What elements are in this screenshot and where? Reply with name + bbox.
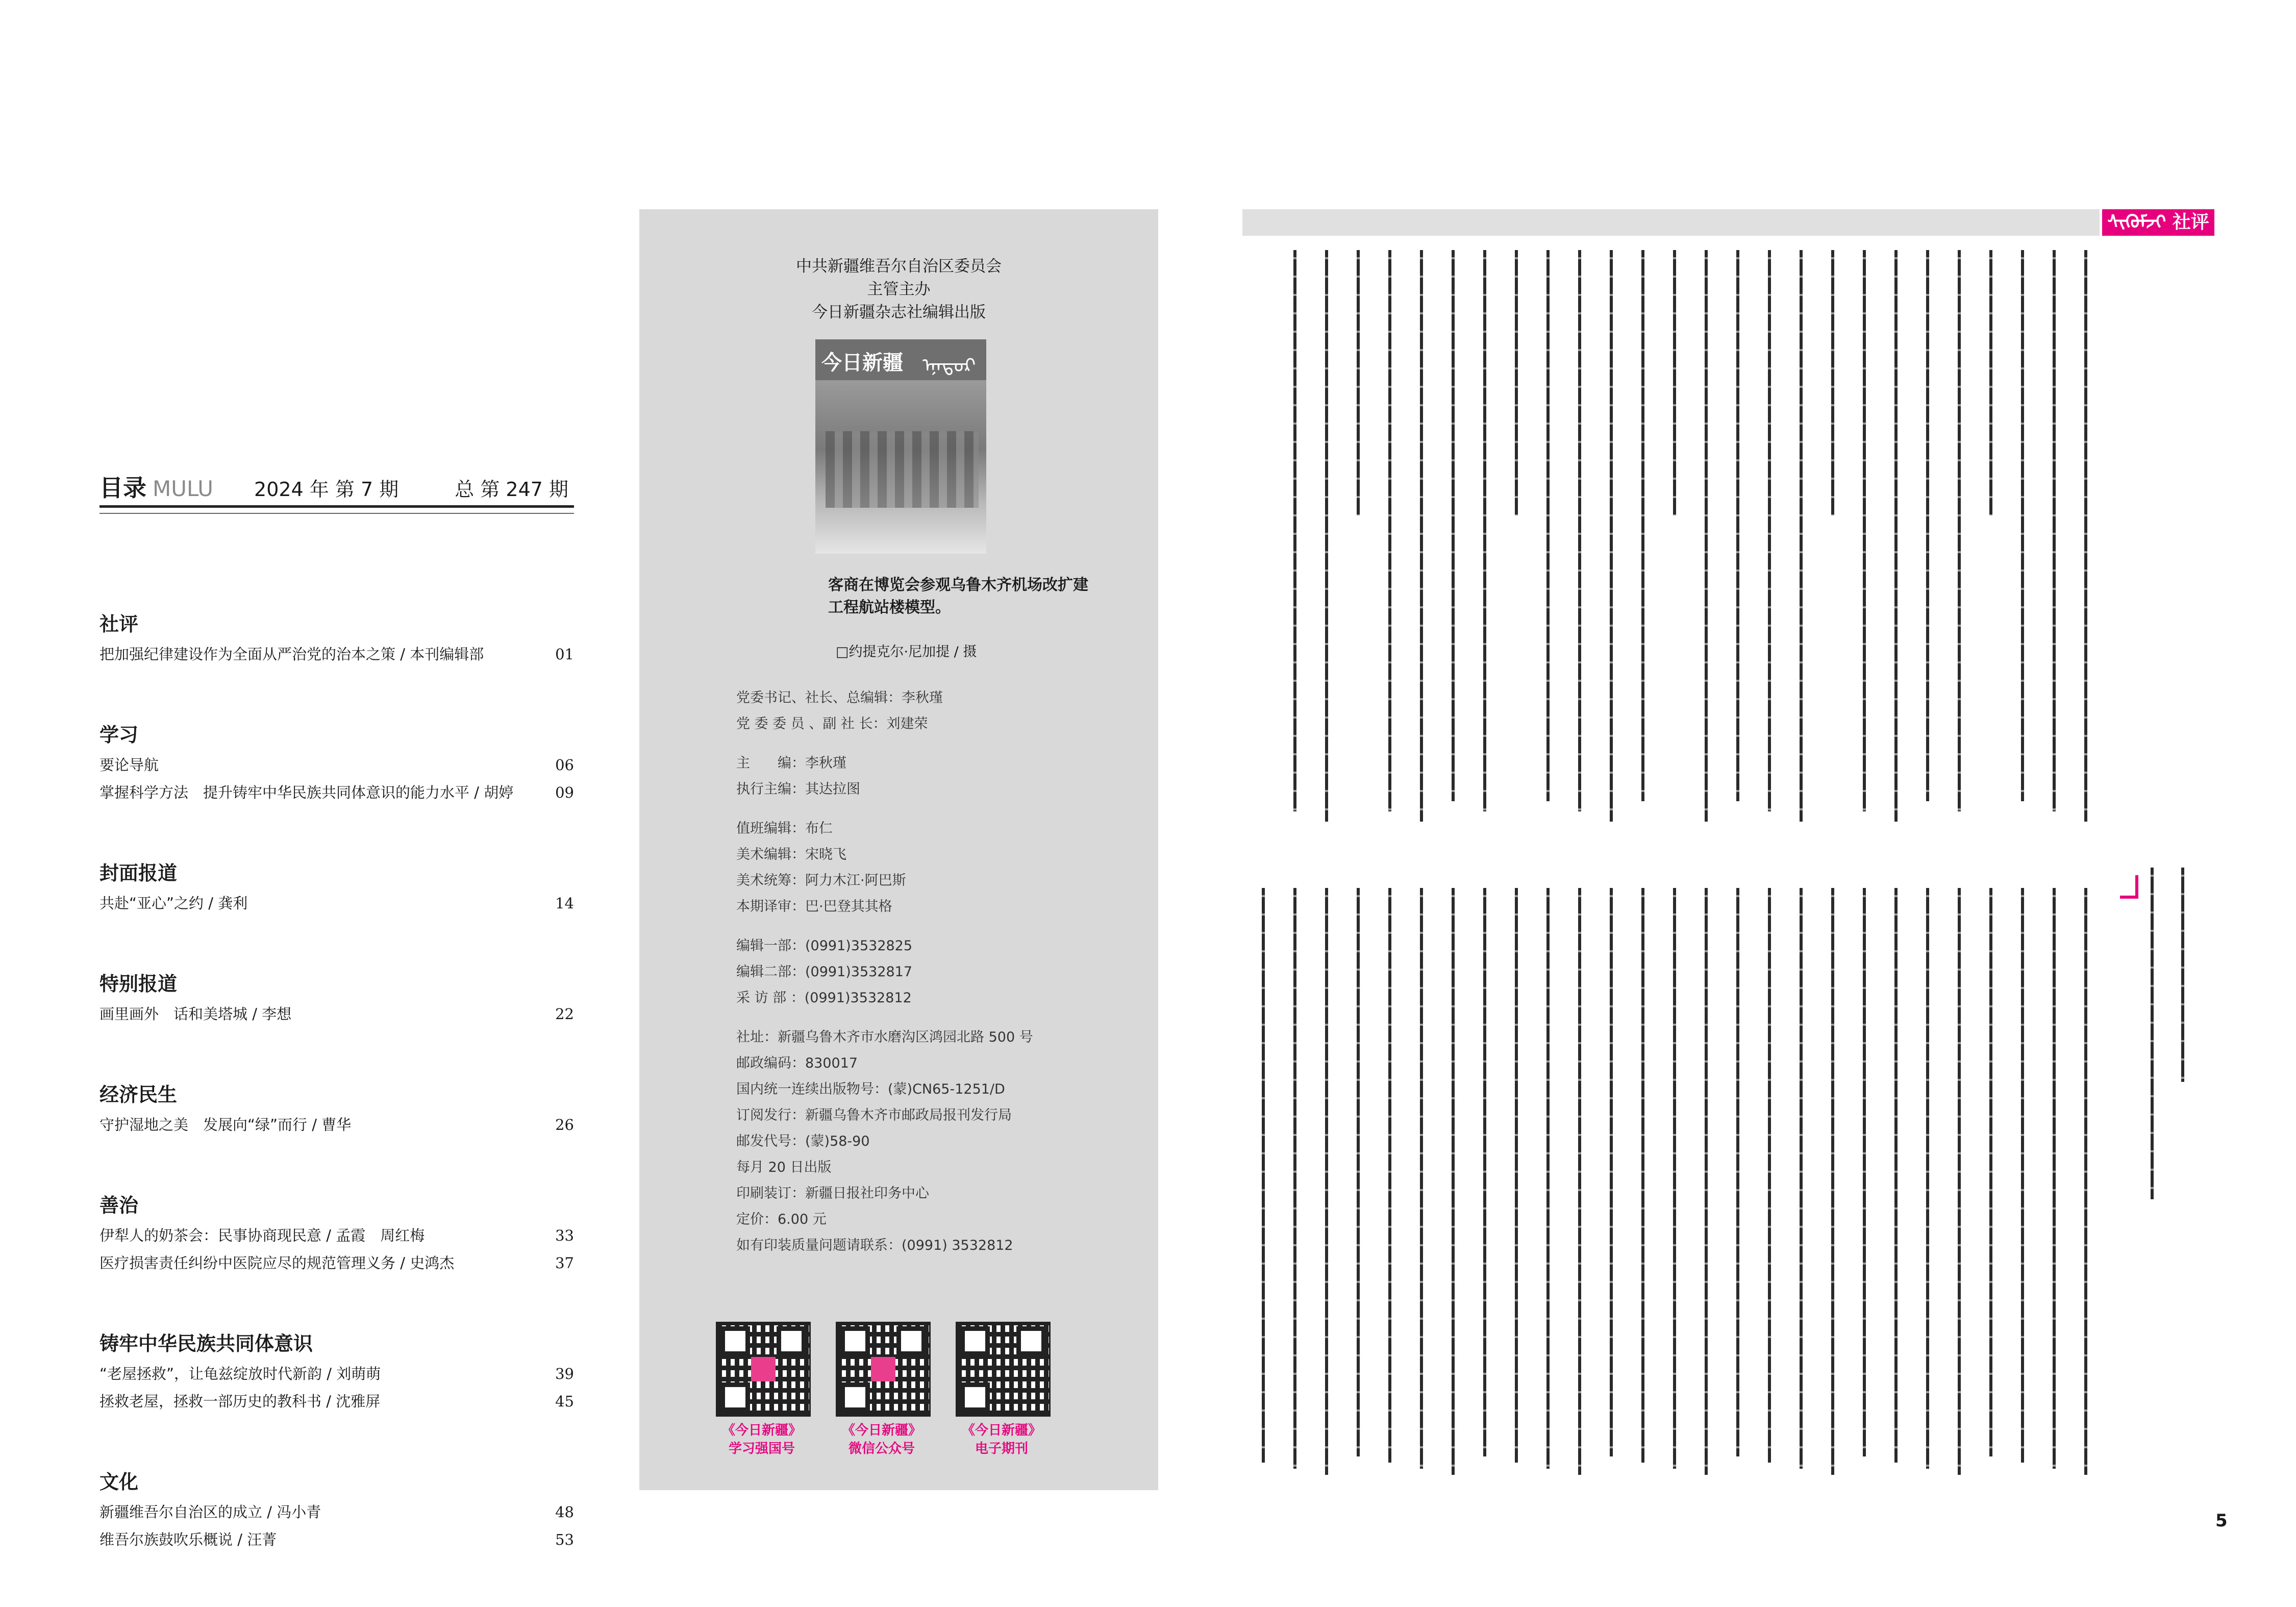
mongolian-text-column — [1894, 888, 1898, 1463]
section-tag: ᠰᠢᠭᠦᠮᠵᠢ 社评 — [2102, 209, 2214, 236]
toc-section-title: 善治 — [99, 1194, 139, 1217]
mongolian-text-column — [1420, 250, 1423, 822]
toc-entry-title: 画里画外 话和美塔城 / 李想 — [99, 1005, 292, 1023]
mongolian-text-column — [1800, 250, 1803, 822]
mongolian-text-column — [1989, 250, 1992, 515]
mongolian-text-column — [1641, 250, 1644, 801]
toc-section — [99, 1192, 574, 1277]
toc-section-title: 特别报道 — [99, 973, 178, 995]
toc-total-issue: 总 第 247 期 — [455, 478, 569, 501]
mongolian-text-column — [1926, 888, 1929, 1469]
mongolian-text-column — [1736, 250, 1739, 801]
mongolian-text-column — [1673, 250, 1676, 515]
mongolian-text-column — [1420, 888, 1423, 1469]
staff-line: 采 访 部 ：(0991)3532812 — [736, 990, 912, 1006]
cover-logo: 今日新疆 — [821, 351, 903, 375]
toc-entry-title: 维吾尔族鼓吹乐概说 / 汪菁 — [99, 1531, 277, 1548]
toc-entry-page: 45 — [555, 1393, 574, 1410]
mongolian-text-column — [1831, 250, 1834, 515]
qr-code-ejournal[interactable] — [956, 1322, 1051, 1417]
toc-entry[interactable] — [99, 640, 574, 668]
mongolian-text-column — [2053, 250, 2056, 811]
toc-entry[interactable] — [99, 751, 574, 779]
mongolian-text-column — [1262, 888, 1265, 1463]
staff-line: 每月 20 日出版 — [736, 1159, 832, 1175]
toc-title: 目录 — [99, 474, 146, 502]
mongolian-text-column — [2021, 250, 2024, 801]
cover-caption: 客商在博览会参观乌鲁木齐机场改扩建工程航站楼模型。 — [828, 576, 1088, 616]
mongolian-text-column — [1357, 888, 1360, 1456]
staff-line: 党委书记、社长、总编辑：李秋瑾 — [736, 690, 943, 706]
toc-entry-page: 01 — [555, 646, 574, 663]
mongolian-text-column — [1768, 888, 1771, 1463]
qr-label-line: 《今日新疆》 — [721, 1423, 802, 1438]
mongolian-text-column — [2053, 888, 2056, 1469]
mongolian-text-column — [1926, 250, 1929, 801]
masthead-panel — [639, 209, 1158, 1490]
cover-photo — [815, 380, 986, 554]
mongolian-text-column — [1641, 888, 1644, 1463]
mongolian-text-column — [1483, 888, 1486, 1456]
qr-label-xuexi — [701, 1421, 823, 1458]
toc-entry[interactable] — [99, 1111, 574, 1139]
staff-line: 执行主编：其达拉图 — [736, 781, 860, 797]
mongolian-text-column — [1452, 250, 1455, 801]
toc-divider — [99, 508, 574, 514]
cover-banner — [815, 339, 986, 380]
toc-entry-page: 14 — [555, 895, 574, 912]
mongolian-text-column — [1989, 888, 1992, 1456]
qr-code-wechat[interactable] — [836, 1322, 931, 1417]
staff-line: 美术编辑：宋晓飞 — [736, 847, 846, 862]
mongolian-text-column — [1831, 888, 1834, 1475]
mongolian-text-column — [2084, 250, 2087, 822]
sponsor-line: 今日新疆杂志社编辑出版 — [812, 303, 986, 322]
toc-entry-page: 48 — [555, 1503, 574, 1521]
qr-code-xuexi[interactable] — [716, 1322, 811, 1417]
table-of-contents — [99, 469, 574, 1607]
page-number: 5 — [2215, 1511, 2228, 1531]
toc-entry-title: 伊犁人的奶茶会：民事协商现民意 / 孟霞 周红梅 — [99, 1227, 425, 1244]
mongolian-text-column — [1800, 888, 1803, 1469]
mongolian-text-column — [1673, 888, 1676, 1469]
qr-label-line: 学习强国号 — [728, 1441, 795, 1456]
staff-line: 国内统一连续出版物号：(蒙)CN65-1251/D — [736, 1081, 1005, 1097]
staff-line: 美术统筹：阿力木江·阿巴斯 — [736, 873, 906, 888]
toc-entry-title: 新疆维吾尔自治区的成立 / 冯小青 — [99, 1503, 321, 1521]
toc-entry[interactable] — [99, 779, 574, 806]
staff-line: 主 编：李秋瑾 — [736, 755, 846, 771]
toc-entry-page: 37 — [555, 1254, 574, 1272]
mongolian-text-column — [1578, 888, 1581, 1475]
staff-line: 邮发代号：(蒙)58-90 — [736, 1133, 870, 1149]
mongolian-text-column — [1325, 888, 1328, 1475]
toc-section — [99, 860, 574, 917]
qr-label-line: 微信公众号 — [848, 1441, 915, 1456]
toc-section-title: 经济民生 — [99, 1083, 178, 1106]
mongolian-text-column — [1863, 250, 1866, 811]
toc-entry-title: 守护湿地之美 发展向“绿”而行 / 曹华 — [99, 1116, 352, 1133]
mongolian-text-column — [1293, 888, 1296, 1469]
toc-entry-page: 26 — [555, 1116, 574, 1133]
qr-label-line: 《今日新疆》 — [841, 1423, 921, 1438]
toc-title-en: MULU — [153, 476, 214, 501]
mongolian-text-column — [1515, 250, 1518, 515]
mongolian-text-column — [1325, 250, 1328, 822]
toc-issue: 2024 年 第 7 期 — [254, 478, 399, 501]
toc-entry-page: 53 — [555, 1531, 574, 1548]
mongolian-text-column — [1894, 250, 1898, 822]
mongolian-text-column — [2084, 888, 2087, 1475]
toc-section — [99, 971, 574, 1028]
mongolian-text-column — [1863, 888, 1866, 1456]
toc-section-title: 学习 — [99, 724, 139, 746]
cover-photo-figures — [826, 431, 979, 508]
staff-line: 编辑二部：(0991)3532817 — [736, 964, 913, 980]
mongolian-text-column — [1958, 250, 1961, 811]
sponsor-line: 主管主办 — [867, 280, 931, 299]
mongolian-text-column — [1768, 250, 1771, 811]
mongolian-text-column — [1515, 888, 1518, 1463]
toc-entry[interactable] — [99, 1222, 574, 1249]
toc-entry-title: 掌握科学方法 提升铸牢中华民族共同体意识的能力水平 / 胡婷 — [99, 784, 514, 801]
mongolian-text-column — [1452, 888, 1455, 1475]
toc-section-title: 封面报道 — [99, 862, 178, 884]
qr-label-wechat — [820, 1421, 943, 1458]
mongolian-text-column — [1705, 888, 1708, 1475]
toc-entry-page: 22 — [555, 1005, 574, 1023]
mongolian-text-column — [1578, 250, 1581, 811]
toc-entry-title: 要论导航 — [99, 756, 159, 774]
toc-entry[interactable] — [99, 1526, 574, 1553]
toc-sections — [99, 611, 574, 1553]
toc-entry[interactable] — [99, 1360, 574, 1388]
toc-entry-title: 共赴“亚心”之约 / 龚利 — [99, 895, 248, 912]
photographer-credit: □约提克尔·尼加提 / 摄 — [836, 644, 977, 660]
toc-entry-page: 33 — [555, 1227, 574, 1244]
mongolian-text-column — [1546, 888, 1550, 1469]
mongolian-text-column — [1705, 250, 1708, 822]
staff-line: 订阅发行：新疆乌鲁木齐市邮政局报刊发行局 — [736, 1107, 1012, 1123]
staff-line: 定价：6.00 元 — [736, 1212, 827, 1227]
toc-header — [99, 469, 574, 508]
toc-entry[interactable] — [99, 889, 574, 917]
staff-line: 社址：新疆乌鲁木齐市水磨沟区鸿园北路 500 号 — [736, 1029, 1033, 1045]
cover-thumbnail — [815, 339, 986, 554]
staff-line: 如有印装质量问题请联系：(0991) 3532812 — [736, 1238, 1013, 1253]
mongolian-text-column — [1610, 250, 1613, 822]
staff-line: 本期译审：巴·巴登其其格 — [736, 899, 892, 914]
toc-entry-title: “老屋拯救”，让龟兹绽放时代新韵 / 刘萌萌 — [99, 1365, 381, 1382]
toc-section-title: 文化 — [99, 1471, 139, 1493]
mongolian-article-page — [1242, 209, 2214, 1495]
staff-line: 值班编辑：布仁 — [736, 821, 833, 836]
mongolian-text-column — [1546, 250, 1550, 801]
article-header-bar — [1242, 209, 2100, 236]
mongolian-text-column — [1958, 888, 1961, 1475]
toc-section-title: 社评 — [99, 613, 139, 635]
toc-entry[interactable] — [99, 1249, 574, 1277]
sponsor-line: 中共新疆维吾尔自治区委员会 — [796, 257, 1002, 276]
toc-section — [99, 1081, 574, 1139]
mongolian-text-column — [1357, 250, 1360, 515]
staff-line: 编辑一部：(0991)3532825 — [736, 938, 913, 954]
toc-entry[interactable] — [99, 1000, 574, 1028]
mongolian-text-column — [1736, 888, 1739, 1456]
toc-entry-page: 09 — [555, 784, 574, 801]
staff-line: 邮政编码：830017 — [736, 1055, 858, 1071]
paragraph-mark-icon — [2120, 875, 2138, 899]
toc-section-title: 铸牢中华民族共同体意识 — [99, 1332, 313, 1355]
staff-line: 印刷装订：新疆日报社印务中心 — [736, 1185, 929, 1201]
toc-entry-title: 拯救老屋，拯救一部历史的教科书 / 沈雅屏 — [99, 1393, 381, 1410]
mongolian-text-column — [2181, 868, 2184, 1082]
mongolian-text-column — [1483, 250, 1486, 811]
toc-entry-page: 39 — [555, 1365, 574, 1382]
mongolian-text-column — [1388, 250, 1391, 811]
qr-label-line: 《今日新疆》 — [961, 1423, 1041, 1438]
toc-entry[interactable] — [99, 1388, 574, 1415]
toc-section — [99, 611, 574, 668]
mongolian-text-column — [2021, 888, 2024, 1463]
mongolian-text-column — [2151, 868, 2154, 1199]
toc-entry[interactable] — [99, 1498, 574, 1526]
qr-label-line: 电子期刊 — [975, 1441, 1028, 1456]
staff-line: 党 委 委 员 、副 社 长：刘建荣 — [736, 716, 928, 732]
toc-entry-page: 06 — [555, 756, 574, 774]
mongolian-text-column — [1610, 888, 1613, 1456]
toc-entry-title: 把加强纪律建设作为全面从严治党的治本之策 / 本刊编辑部 — [99, 646, 484, 663]
qr-label-ejournal — [940, 1421, 1063, 1458]
toc-entry-title: 医疗损害责任纠纷中医院应尽的规范管理义务 / 史鸿杰 — [99, 1254, 455, 1272]
toc-section — [99, 1469, 574, 1553]
toc-section — [99, 722, 574, 806]
toc-section — [99, 1330, 574, 1415]
mongolian-text-column — [1388, 888, 1391, 1463]
mongolian-text-column — [1293, 250, 1296, 811]
cover-mongol-logo: ᠡᠨᠡᠳᠦᠷ — [922, 354, 976, 377]
